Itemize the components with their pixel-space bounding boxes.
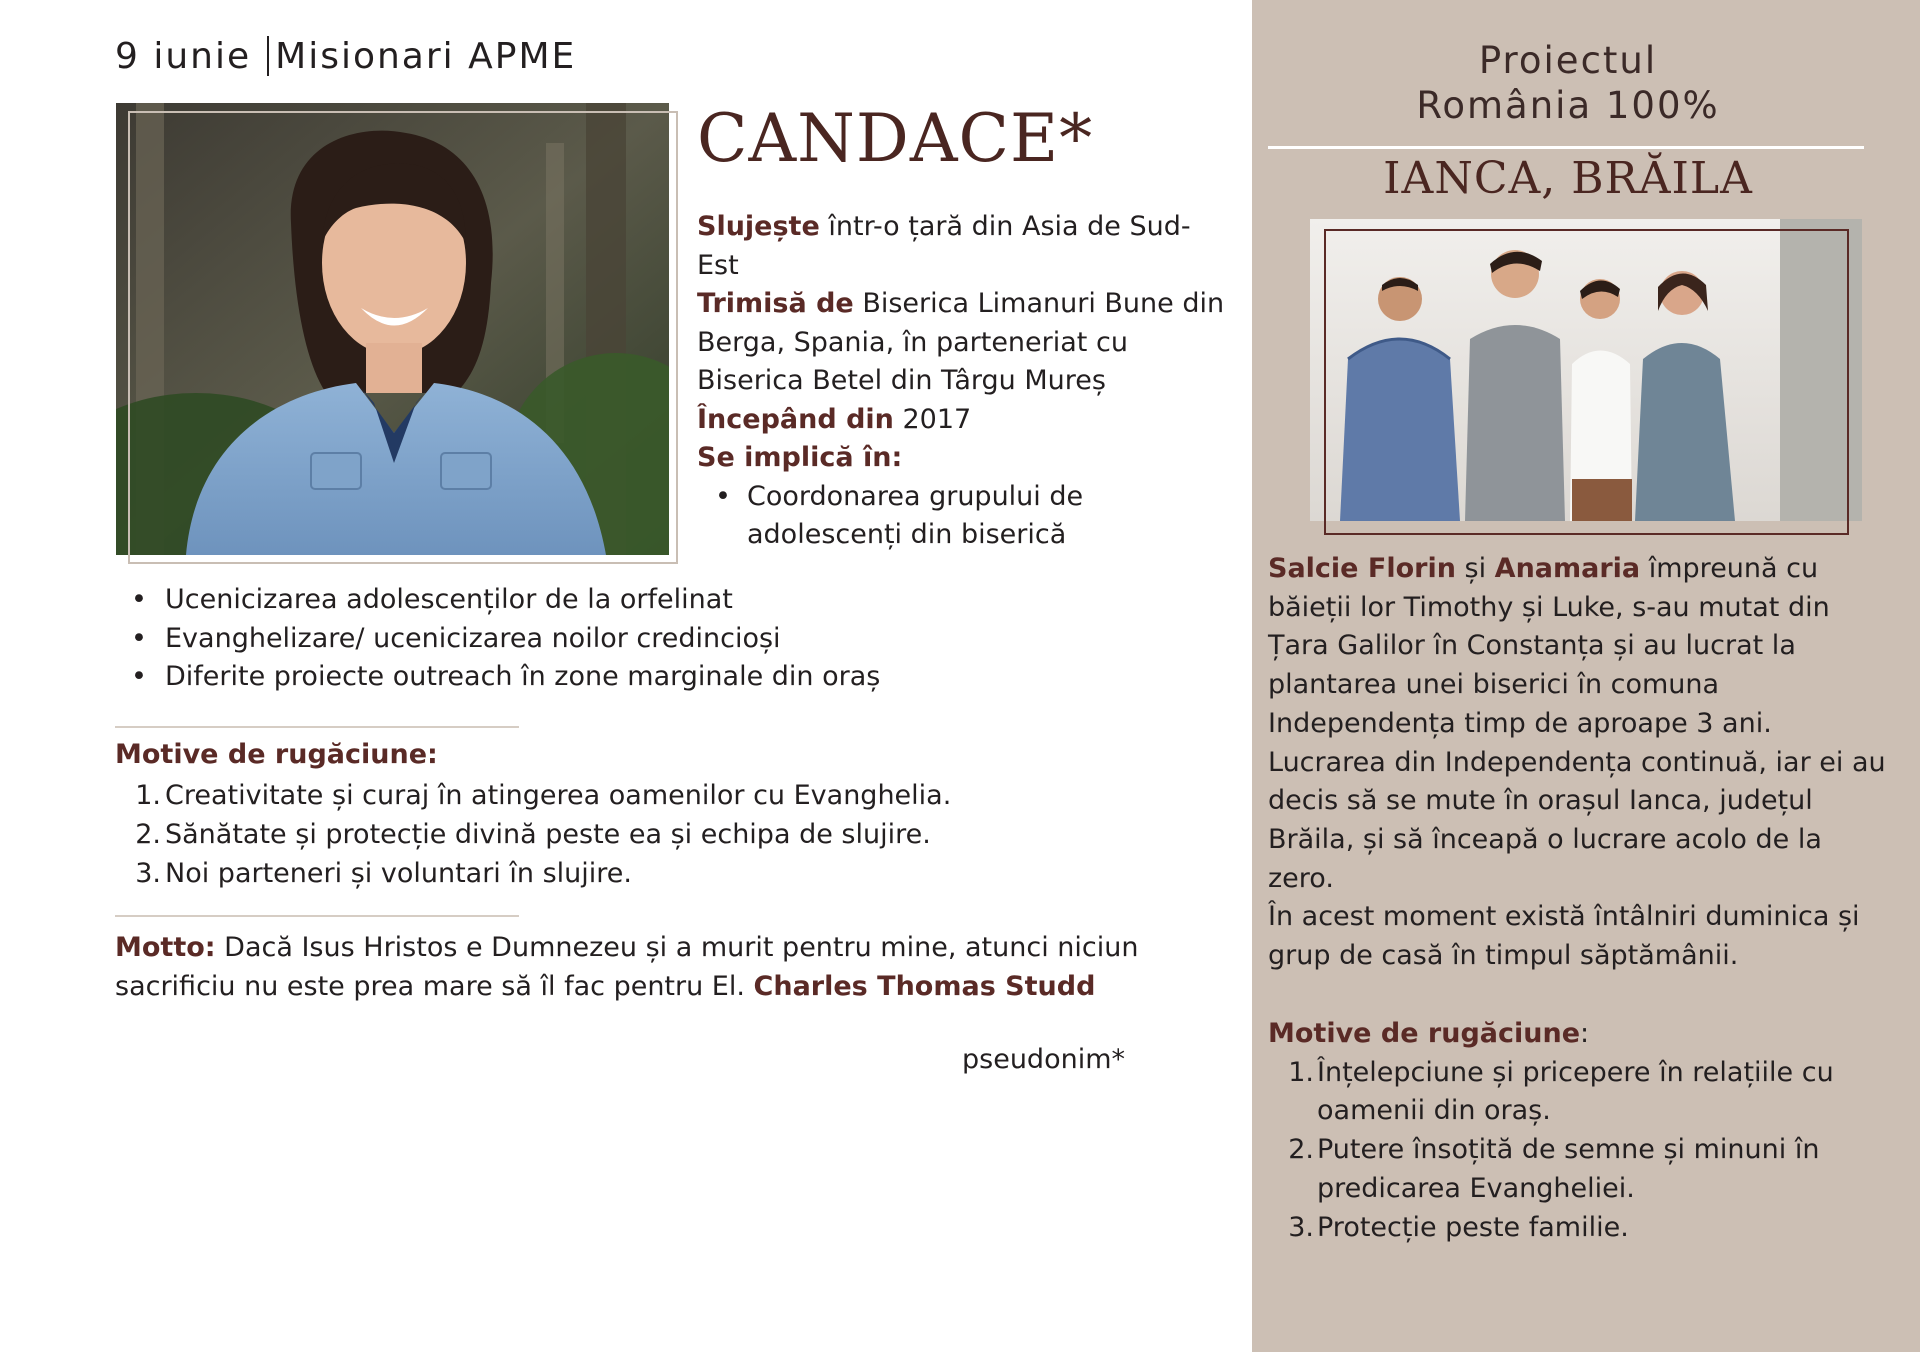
prayer-item: [115, 854, 951, 893]
project-prayer: [1268, 1015, 1888, 1247]
prayer-item: [1268, 1131, 1888, 1208]
motto: [115, 929, 1225, 1006]
prayer-item: [115, 815, 951, 854]
project-title-line: Proiectul: [1478, 39, 1658, 82]
story-paragraph: În acest moment există întâlniri duminica și grup de casă în timpul săptămânii.: [1268, 901, 1860, 972]
list-item: • Diferite proiecte outreach în zone marginale din oraș: [165, 658, 880, 697]
conjunction: și: [1455, 553, 1495, 584]
prayer-item: [1268, 1054, 1888, 1131]
prayer-text: Protecție peste familie.: [1317, 1211, 1629, 1243]
project-title-line: România 100%: [1416, 84, 1720, 127]
prayer-item: [115, 776, 951, 815]
motto-author: Charles Thomas Studd: [753, 970, 1096, 1002]
since-text: 2017: [893, 403, 972, 435]
missionary-prayer: [115, 735, 951, 893]
prayer-item: [1268, 1209, 1888, 1248]
prayer-text: Noi parteneri și voluntari în slujire.: [165, 858, 632, 889]
story-paragraph: [1268, 550, 1888, 898]
sent-text: Biserica Limanuri Bune din Berga, Spania, în parteneriat cu Biserica Betel din Târgu Mureș: [697, 288, 1225, 396]
prayer-number: 2.: [135, 819, 161, 850]
involvement-list: [115, 581, 880, 697]
story-text: împreună cu băieții lor Timothy și Luke, s-au mutat din Țara Galilor în Constanța și au lucrat la plantarea unei biserici în comuna Independența timp de aproape 3 ani. Lucrarea din Independența continuă, iar ei au decis să se mute în orașul Ianca, județul Brăila, și să înceapă o lucrare acolo de la zero.: [1268, 553, 1886, 894]
project-place: IANCA, BRĂILA: [1383, 153, 1753, 204]
divider: [115, 726, 519, 728]
prayer-text: Sănătate și protecție divină peste ea și echipa de slujire.: [165, 819, 931, 850]
person-name: Anamaria: [1494, 553, 1641, 584]
list-item: • Evanghelizare/ ucenicizarea noilor credincioși: [165, 620, 880, 659]
photo-frame: [128, 111, 678, 564]
missionary-photo: [116, 103, 669, 555]
serves-label: Slujește: [697, 211, 820, 242]
prayer-number: 1.: [1288, 1056, 1314, 1088]
since-line: [697, 401, 1227, 440]
prayer-colon: :: [1580, 1018, 1590, 1049]
prayer-title: Motive de rugăciune: [1268, 1018, 1581, 1049]
divider: [115, 915, 519, 917]
serves-line: [697, 208, 1227, 285]
prayer-text: Putere însoțită de semne și minuni în predicarea Evangheliei.: [1317, 1134, 1820, 1204]
header-separator: [267, 36, 269, 76]
prayer-text: Creativitate și curaj în atingerea oamenilor cu Evanghelia.: [165, 780, 952, 811]
prayer-number: 1.: [135, 780, 161, 811]
since-label: Începând din: [697, 403, 894, 435]
project-story: [1268, 550, 1888, 976]
prayer-title: Motive de rugăciune:: [115, 739, 438, 770]
list-item: • Coordonarea grupului de adolescenți din biserică: [747, 478, 1227, 555]
list-item: • Ucenicizarea adolescenților de la orfelinat: [165, 581, 880, 620]
motto-label: Motto:: [115, 932, 216, 963]
pseudonym-note: pseudonim*: [962, 1044, 1126, 1075]
prayer-text: Înțelepciune și pricepere în relațiile cu oamenii din oraș.: [1317, 1056, 1834, 1127]
prayer-number: 3.: [135, 858, 161, 889]
missionary-name: CANDACE*: [697, 100, 1094, 177]
sent-label: Trimisă de: [697, 288, 854, 319]
prayer-title-line: [1268, 1015, 1888, 1054]
project-panel: [1252, 0, 1920, 1352]
section-label: Misionari APME: [275, 36, 577, 77]
photo-frame: [1324, 229, 1849, 535]
page-header: [115, 36, 576, 77]
family-photo: [1310, 219, 1862, 535]
prayer-number: 3.: [1288, 1211, 1314, 1243]
project-title: [1252, 38, 1884, 128]
involvement-list-top: [697, 478, 1227, 555]
serves-text: într-o țară din Asia de Sud-Est: [697, 211, 1191, 281]
person-name: Salcie Florin: [1268, 553, 1456, 584]
date-label: 9 iunie: [115, 36, 252, 77]
missionary-info: [697, 208, 1227, 555]
motto-text: Dacă Isus Hristos e Dumnezeu și a murit pentru mine, atunci niciun sacrificiu nu este prea mare să îl fac pentru El.: [115, 932, 1139, 1002]
prayer-number: 2.: [1288, 1134, 1314, 1166]
divider: [1268, 146, 1864, 149]
sent-line: [697, 285, 1227, 401]
involved-label: Se implică în:: [697, 442, 903, 473]
